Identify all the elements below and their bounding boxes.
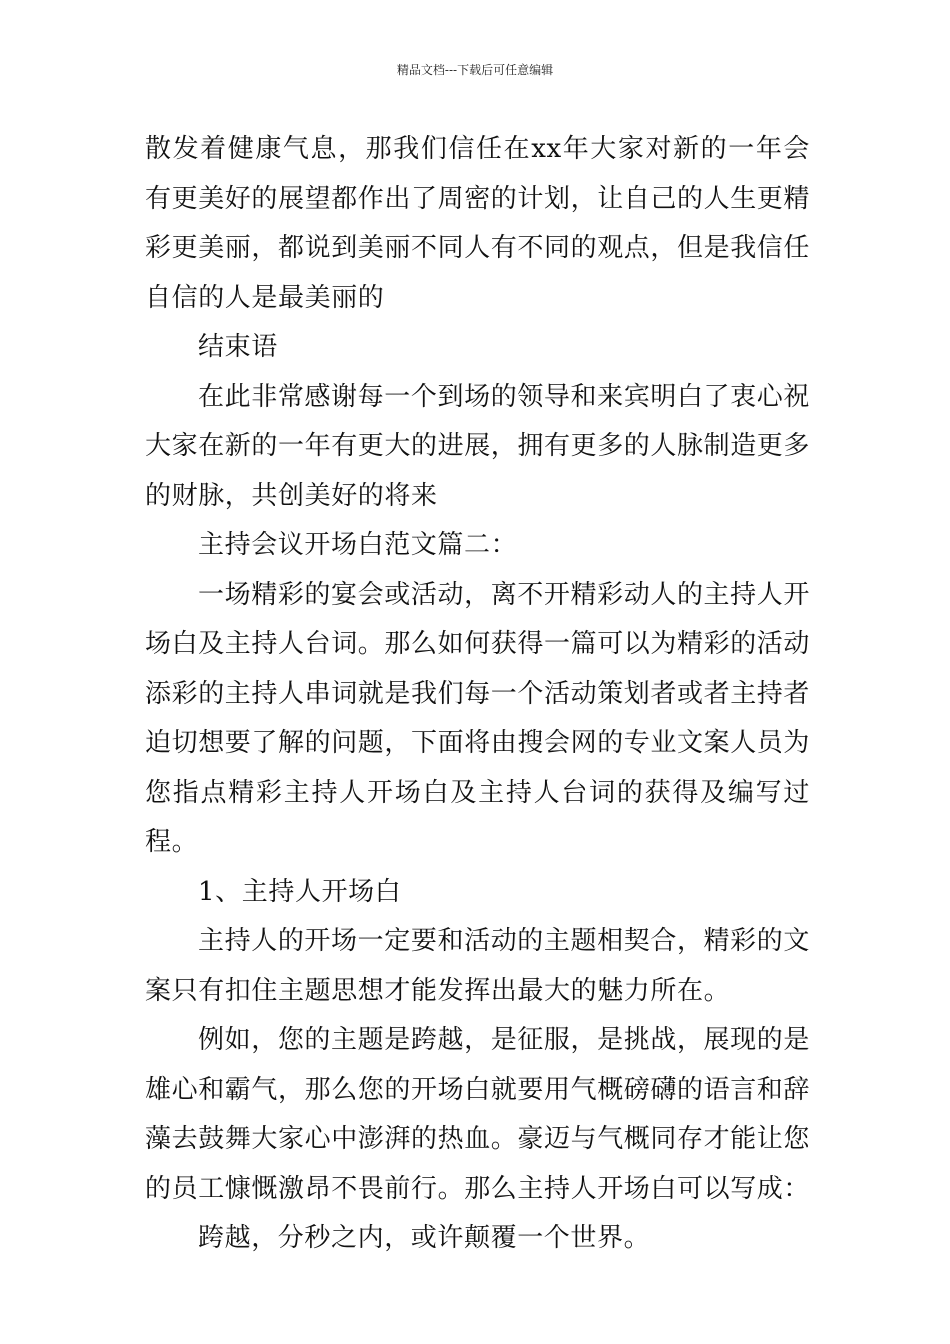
- paragraph-example: 例如，您的主题是跨越，是征服，是挑战，展现的是雄心和霸气，那么您的开场白就要用气概磅礴的语言和辞藻去鼓舞大家心中澎湃的热血。豪迈与气概同存才能让您的员工慷慨激昂不畏前行。那么主持人开场白可以写成：: [145, 1025, 811, 1204]
- page-header: 精品文档---下载后可任意编辑: [396, 63, 554, 77]
- section-heading-closing: 结束语: [198, 332, 278, 362]
- paragraph-closing-remarks: 在此非常感谢每一个到场的领导和来宾明白了衷心祝大家在新的一年有更大的进展，拥有更多的人脉制造更多的财脉，共创美好的将来: [145, 381, 811, 511]
- paragraph-sample-line: 跨越，分秒之内，或许颠覆一个世界。: [198, 1223, 651, 1253]
- section-heading-opening: 1、主持人开场白: [198, 876, 402, 907]
- paragraph-intro: 一场精彩的宴会或活动，离不开精彩动人的主持人开场白及主持人台词。那么如何获得一篇可以为精彩的活动添彩的主持人串词就是我们每一个活动策划者或者主持者迫切想要了解的问题，下面将由搜会网的专业文案人员为您指点精彩主持人开场白及主持人台词的获得及编写过程。: [145, 579, 811, 857]
- section-heading-article-two: 主持会议开场白范文篇二：: [198, 530, 518, 560]
- paragraph-theme: 主持人的开场一定要和活动的主题相契合，精彩的文案只有扣住主题思想才能发挥出最大的魅力所在。: [145, 926, 810, 1006]
- document-body: [145, 125, 810, 1264]
- paragraph-continuation: 散发着健康气息，那我们信任在xx年大家对新的一年会有更美好的展望都作出了周密的计划，让自己的人生更精彩更美丽，都说到美丽不同人有不同的观点，但是我信任自信的人是最美丽的: [145, 134, 811, 313]
